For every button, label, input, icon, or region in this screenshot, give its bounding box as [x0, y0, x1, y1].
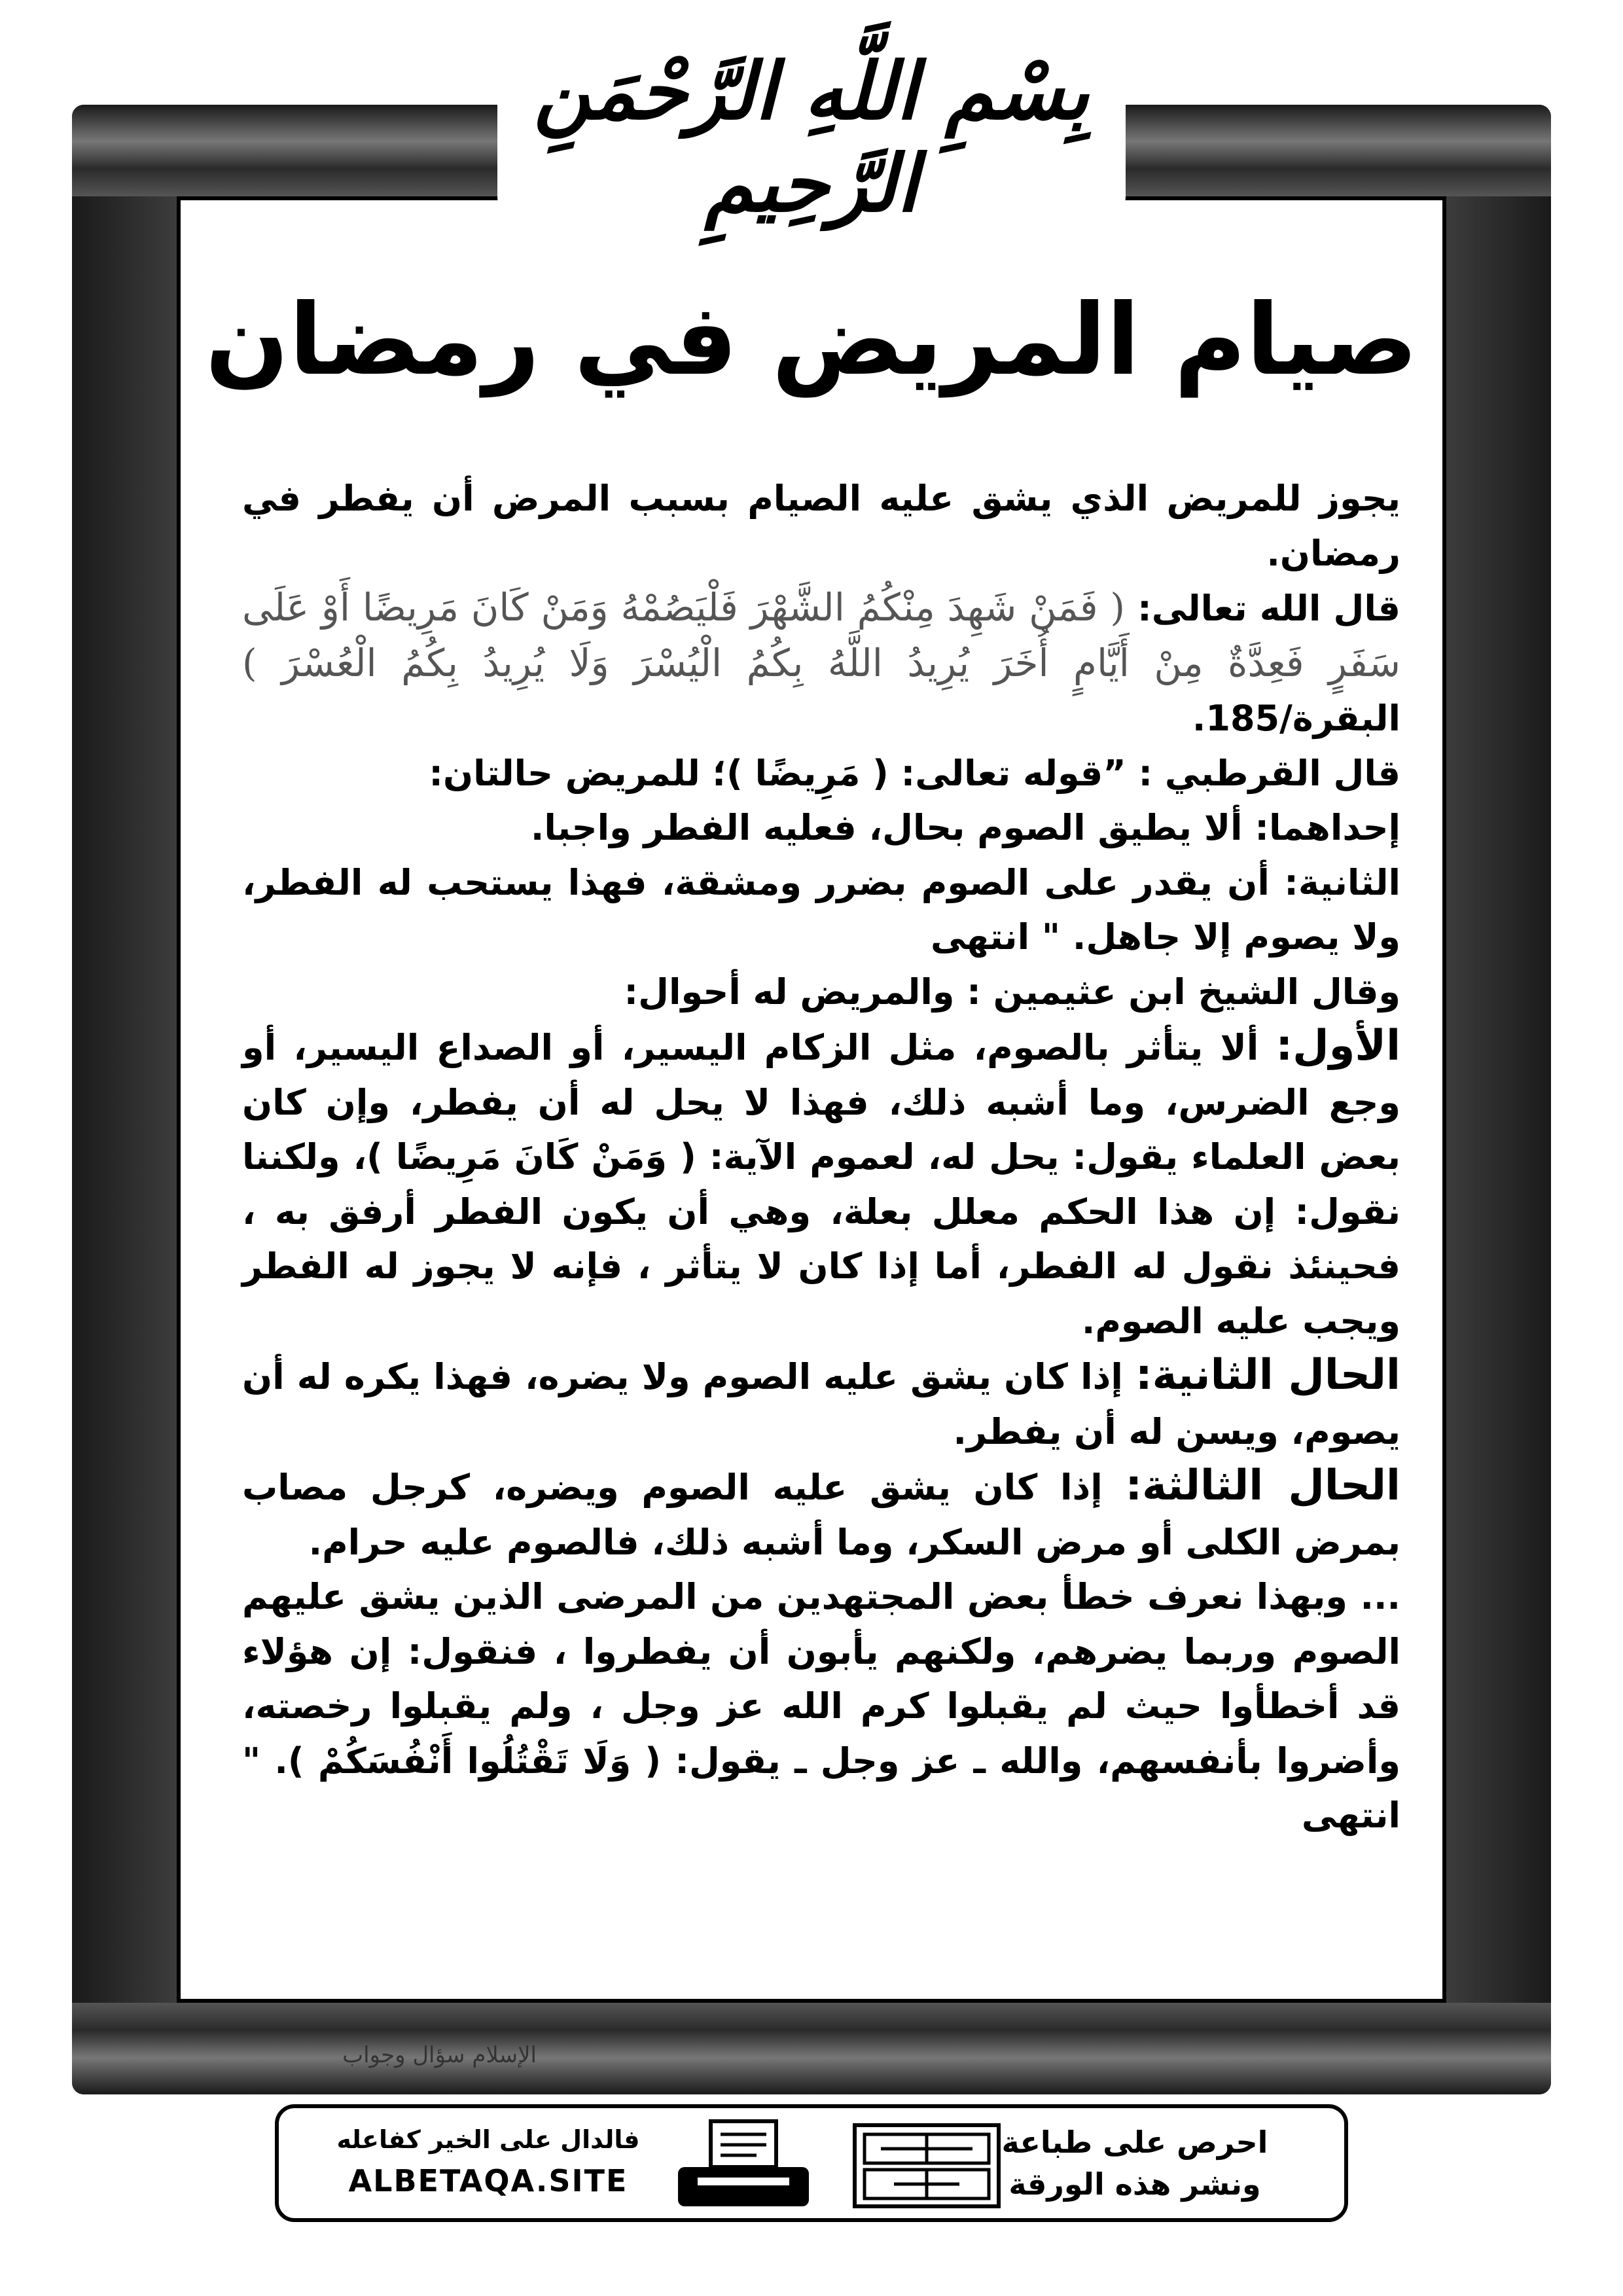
dawah-logo-icon [829, 2120, 1025, 2212]
paragraph-first-state [242, 1019, 1400, 1348]
quran-text: ( فَمَنْ شَهِدَ مِنْكُمُ الشَّهْرَ فَلْيَصُمْهُ وَمَنْ كَانَ مَرِيضًا أَوْ عَلَى سَفَرٍ فَعِدَّةٌ مِنْ أَيَّامٍ أُخَرَ يُرِيدُ اللَّهُ بِكُمُ الْيُسْرَ وَلَا يُرِيدُ بِكُمُ الْعُسْرَ ) [242, 585, 1400, 685]
footer-website-block [318, 2121, 658, 2204]
second-state-label: الحال الثانية: [1135, 1351, 1400, 1399]
paragraph-intro: يجوز للمريض الذي يشق عليه الصيام بسبب المرض أن يفطر في رمضان. [242, 478, 1400, 574]
paragraph-uthaymeen: وقال الشيخ ابن عثيمين : والمريض له أحوال: [624, 971, 1400, 1013]
paragraph-third-state [242, 1459, 1400, 1570]
second-state-text: إذا كان يشق عليه الصوم ولا يضره، فهذا يكره له أن يصوم، ويسن له أن يفطر. [242, 1356, 1400, 1452]
verse-label: قال الله تعالى: [1137, 588, 1400, 629]
paragraph-quran-verse [242, 581, 1400, 746]
first-state-label: الأول: [1275, 1022, 1400, 1070]
footer-banner [275, 2104, 1348, 2222]
paragraph-case-two: الثانية: أن يقدر على الصوم بضرر ومشقة، فهذا يستحب له الفطر، ولا يصوم إلا جاهل. " انتهى [242, 861, 1400, 958]
basmala-calligraphy: بِسْمِ اللَّهِ الرَّحْمَنِ الرَّحِيمِ [497, 52, 1126, 223]
first-state-text: ألا يتأثر بالصوم، مثل الزكام اليسير، أو الصداع اليسير، أو وجع الضرس، وما أشبه ذلك، فهذا لا يحل له أن يفطر، وإن كان بعض العلماء يقول: يحل له، لعموم الآية: ( وَمَنْ كَانَ مَرِيضًا )، ولكننا نقول: إن هذا الحكم معلل بعلة، وهي أن يكون الفطر أرفق به ، فحينئذ نقول له الفطر، أما إذا كان لا يتأثر ، فإنه لا يجوز له الفطر ويجب عليه الصوم. [242, 1027, 1400, 1342]
paragraph-qurtubi: قال القرطبي : ”قوله تعالى: ( مَرِيضًا )؛ للمريض حالتان: [429, 752, 1400, 794]
paragraph-conclusion: ... وبهذا نعرف خطأ بعض المجتهدين من المرضى الذين يشق عليهم الصوم وربما يضرهم، ولكنهم يأبون أن يفطروا ، فنقول: إن هؤلاء قد أخطأوا حيث لم يقبلوا كرم الله عز وجل ، ولم يقبلوا رخصته، وأضروا بأنفسهم، والله ـ عز وجل ـ يقول: ( وَلَا تَقْتُلُوا أَنْفُسَكُمْ ). " انتهى [242, 1576, 1400, 1836]
footer-website-link[interactable]: ALBETAQA.SITE [348, 2163, 628, 2198]
source-attribution: الإسلام سؤال وجواب [342, 2042, 537, 2068]
page-title: صيام المريض في رمضان [205, 283, 1418, 397]
paragraph-second-state [242, 1348, 1400, 1459]
article-body [242, 471, 1400, 1843]
third-state-label: الحال الثالثة: [1125, 1462, 1400, 1510]
footer-cta-line1: احرص على طباعة [1001, 2125, 1268, 2160]
printer-icon [665, 2117, 822, 2215]
footer-proverb: فالدال على الخير كفاعله [336, 2125, 640, 2154]
paragraph-case-one: إحداهما: ألا يطيق الصوم بحال، فعليه الفطر واجبا. [530, 807, 1400, 848]
verse-reference: البقرة/185. [1192, 698, 1400, 739]
third-state-text: إذا كان يشق عليه الصوم ويضره، كرجل مصاب بمرض الكلى أو مرض السكر، وما أشبه ذلك، فالصوم عليه حرام. [242, 1467, 1400, 1563]
footer-cta-line2: ونشر هذه الورقة [1008, 2166, 1261, 2202]
